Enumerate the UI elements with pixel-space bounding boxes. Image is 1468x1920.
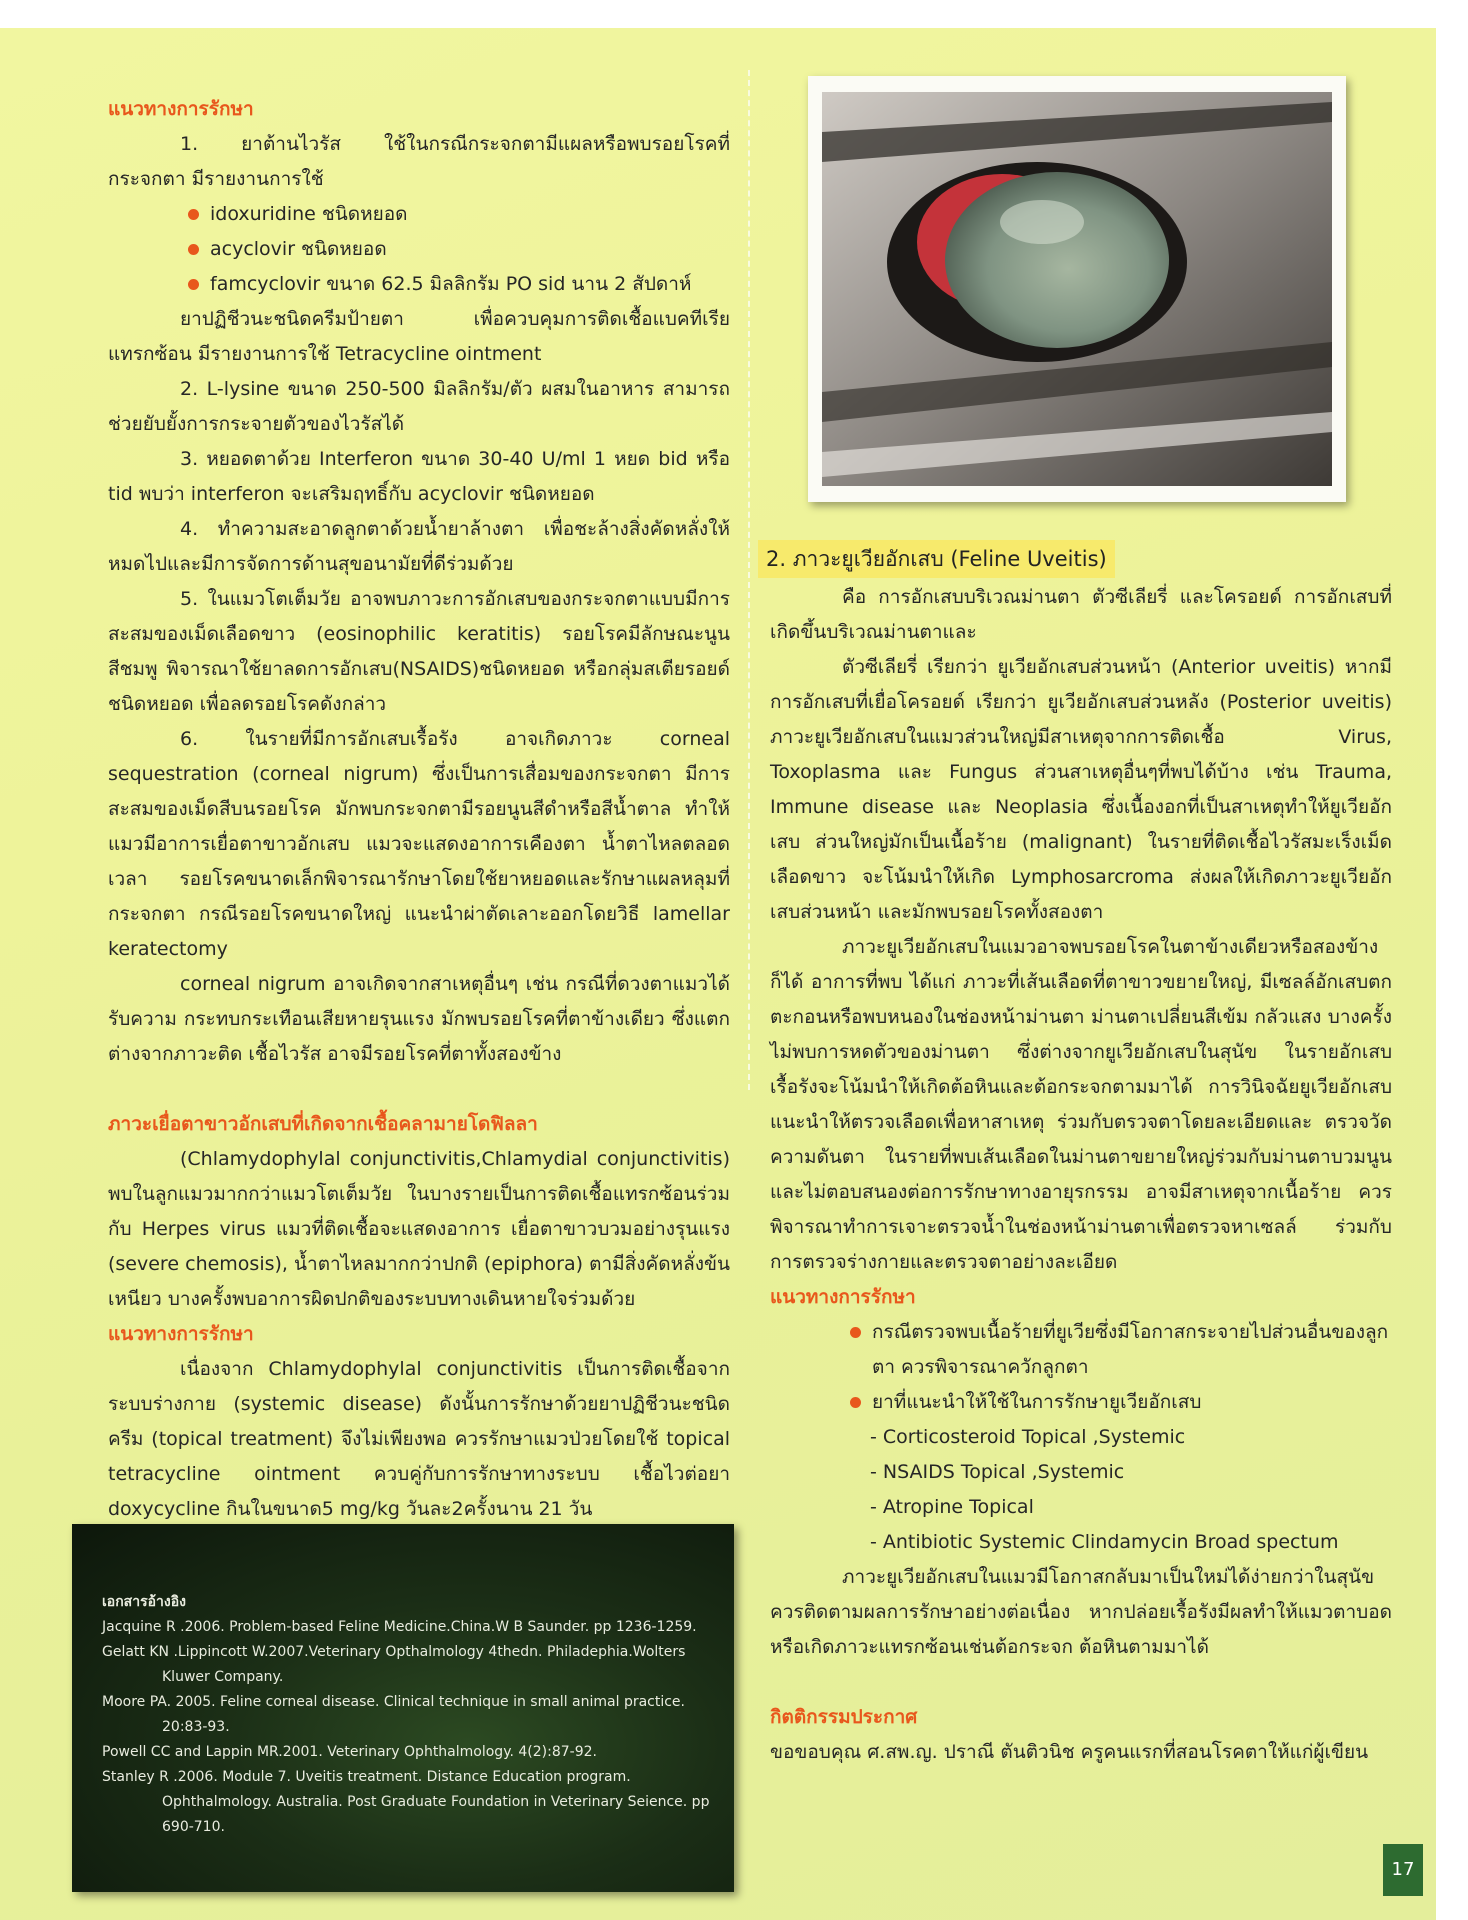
list-item: ยาที่แนะนำให้ใช้ในการรักษายูเวียอักเสบ (770, 1385, 1392, 1420)
paragraph-eosinophilic: 5. ในแมวโตเต็มวัย อาจพบภาวะการอักเสบของกระจกตาแบบมีการสะสมของเม็ดเลือดขาว (eosinophilic keratitis) รอยโรคมีลักษณะนูน สีชมพู พิจารณาใช้ยาลดการอักเสบ(NSAIDS)ชนิดหยอด หรือกลุ่มสเตียรอยด์ชนิดหยอด เพื่อลดรอยโรคดังกล่าว (108, 588, 730, 715)
spacer (770, 1665, 1392, 1700)
acknowledgement-heading: กิตติกรรมประกาศ (770, 1706, 918, 1728)
cat-eye-photo (808, 76, 1346, 502)
drug-item: - NSAIDS Topical ,Systemic (870, 1461, 1125, 1483)
column-divider (748, 70, 750, 1090)
list-item: acyclovir ชนิดหยอด (108, 232, 730, 267)
antiviral-list (108, 197, 730, 302)
references-title: เอกสารอ้างอิง (102, 1594, 186, 1610)
reference-item: Gelatt KN .Lippincott W.2007.Veterinary Opthalmology 4thedn. Philadephia.Wolters Kluwer Company. (102, 1644, 686, 1685)
chlamydia-heading: ภาวะเยื่อตาขาวอักเสบที่เกิดจากเชื้อคลามายโดฟิลลา (108, 1113, 538, 1135)
right-column (770, 580, 1392, 1770)
references-box (72, 1524, 734, 1892)
treatment-heading: แนวทางการรักษา (770, 1286, 916, 1308)
page-number: 17 (1383, 1844, 1423, 1896)
paragraph-uveitis-signs: ภาวะยูเวียอักเสบในแมวอาจพบรอยโรคในตาข้างเดียวหรือสองข้างก็ได้ อาการที่พบ ได้แก่ ภาวะที่เส้นเลือดที่ตาขาวขยายใหญ่, มีเซลล์อักเสบตกตะกอนหรือพบหนองในช่องหน้าม่านตา ม่านตาเปลี่ยนสีเข้ม กลัวแสง บางครั้งไม่พบการหดตัวของม่านตา ซึ่งต่างจากยูเวียอักเสบในสุนัข ในรายอักเสบเรื้อรังจะโน้มนำให้เกิดต้อหินและต้อกระจกตามมาได้ การวินิจฉัยยูเวียอักเสบ แนะนำให้ตรวจเลือดเพื่อหาสาเหตุ ร่วมกับตรวจตาโดยละเอียดและ ตรวจวัดความดันตา ในรายที่พบเส้นเลือดในม่านตาขยายใหญ่ร่วมกับม่านตาบวมนูน และไม่ตอบสนองต่อการรักษาทางอายุรกรรม อาจมีสาเหตุจากเนื้อร้าย ควรพิจารณาทำการเจาะตรวจน้ำในช่องหน้าม่านตาเพื่อตรวจหาเซลล์ ร่วมกับการตรวจร่างกายและตรวจตาอย่างละเอียด (770, 936, 1392, 1273)
paragraph-recurrence: ภาวะยูเวียอักเสบในแมวมีโอกาสกลับมาเป็นใหม่ได้ง่ายกว่าในสุนัข ควรติดตามผลการรักษาอย่างต่อเนื่อง หากปล่อยเรื้อรังมีผลทำให้แมวตาบอด หรือเกิดภาวะแทรกซ้อนเช่นต้อกระจก ต้อหินตามมาได้ (770, 1566, 1392, 1658)
paragraph-corneal-nigrum: corneal nigrum อาจเกิดจากสาเหตุอื่นๆ เช่น กรณีที่ดวงตาแมวได้รับความ กระทบกระเทือนเสียหายรุนแรง มักพบรอยโรคที่ตาข้างเดียว ซึ่งแตกต่างจากภาวะติด เชื้อไวรัส อาจมีรอยโรคที่ตาทั้งสองข้าง (108, 973, 730, 1065)
reference-item: Powell CC and Lappin MR.2001. Veterinary Ophthalmology. 4(2):87-92. (102, 1744, 597, 1760)
treatment-heading: แนวทางการรักษา (108, 1323, 254, 1345)
uveitis-treatment-list (770, 1315, 1392, 1420)
reference-item: Jacquine R .2006. Problem-based Feline Medicine.China.W B Saunder. pp 1236-1259. (102, 1619, 697, 1635)
list-item: กรณีตรวจพบเนื้อร้ายที่ยูเวียซึ่งมีโอกาสกระจายไปส่วนอื่นของลูกตา ควรพิจารณาควักลูกตา (770, 1315, 1392, 1385)
drug-item: - Corticosteroid Topical ,Systemic (870, 1426, 1186, 1448)
paragraph-uveitis-def: คือ การอักเสบบริเวณม่านตา ตัวซีเลียรี่ และโครอยด์ การอักเสบที่เกิดขึ้นบริเวณม่านตาและ (770, 586, 1392, 643)
left-column (108, 92, 730, 1527)
paragraph-antiviral: 1. ยาต้านไวรัส ใช้ในกรณีกระจกตามีแผลหรือพบรอยโรคที่กระจกตา มีรายงานการใช้ (108, 133, 730, 190)
paragraph-chlamydia: (Chlamydophylal conjunctivitis,Chlamydial conjunctivitis) พบในลูกแมวมากกว่าแมวโตเต็มวัย ในบางรายเป็นการติดเชื้อแทรกซ้อนร่วมกับ Herpes virus แมวที่ติดเชื้อจะแสดงอาการ เยื่อตาขาวบวมอย่างรุนแรง (severe chemosis), น้ำตาไหลมากกว่าปกติ (epiphora) ตามีสิ่งคัดหลั่งข้นเหนียว บางครั้งพบอาการผิดปกติของระบบทางเดินหายใจร่วมด้วย (108, 1148, 730, 1310)
cat-eye-image (822, 92, 1332, 486)
paragraph-uveitis-causes: ตัวซีเลียรี่ เรียกว่า ยูเวียอักเสบส่วนหน้า (Anterior uveitis) หากมีการอักเสบที่เยื่อโครอยด์ เรียกว่า ยูเวียอักเสบส่วนหลัง (Posterior uveitis) ภาวะยูเวียอักเสบในแมวส่วนใหญ่มีสาเหตุจากการติดเชื้อ Virus, Toxoplasma และ Fungus ส่วนสาเหตุอื่นๆที่พบได้บ้าง เช่น Trauma, Immune disease และ Neoplasia ซึ่งเนื้องอกที่เป็นสาเหตุทำให้ยูเวียอักเสบ ส่วนใหญ่มักเป็นเนื้อร้าย (malignant) ในรายที่ติดเชื้อไวรัสมะเร็งเม็ดเลือดขาว จะโน้มนำให้เกิด Lymphosarcroma ส่งผลให้เกิดภาวะยูเวียอักเสบส่วนหน้า และมักพบรอยโรคทั้งสองตา (770, 656, 1392, 923)
paragraph-chlamydia-treatment: เนื่องจาก Chlamydophylal conjunctivitis เป็นการติดเชื้อจากระบบร่างกาย (systemic disease) ดังนั้นการรักษาด้วยยาปฏิชีวนะชนิดครีม (topical treatment) จึงไม่เพียงพอ ควรรักษาแมวป่วยโดยใช้ topical tetracycline ointment ควบคู่กับการรักษาทางระบบ เชื้อไวต่อยา doxycycline กินในขนาด5 mg/kg วันละ2ครั้งนาน 21 วัน (108, 1358, 730, 1520)
paragraph-cleaning: 4. ทำความสะอาดลูกตาด้วยน้ำยาล้างตา เพื่อชะล้างสิ่งคัดหลั่งให้หมดไปและมีการจัดการด้านสุขอนามัยที่ดีร่วมด้วย (108, 518, 730, 575)
drug-item: - Atropine Topical (870, 1496, 1034, 1518)
drug-list (770, 1420, 1392, 1560)
drug-item: - Antibiotic Systemic Clindamycin Broad spectum (870, 1531, 1339, 1553)
acknowledgement-text: ขอขอบคุณ ศ.สพ.ญ. ปราณี ตันติวนิช ครูคนแรกที่สอนโรคตาให้แก่ผู้เขียน (770, 1741, 1369, 1763)
paragraph-interferon: 3. หยอดตาด้วย Interferon ขนาด 30-40 U/ml 1 หยด bid หรือ tid พบว่า interferon จะเสริมฤทธิ์กับ acyclovir ชนิดหยอด (108, 448, 730, 505)
section-title: 2. ภาวะยูเวียอักเสบ (Feline Uveitis) (758, 540, 1115, 578)
spacer (108, 1072, 730, 1107)
paragraph-antibiotic: ยาปฏิชีวนะชนิดครีมป้ายตา เพื่อควบคุมการติดเชื้อแบคทีเรียแทรกซ้อน มีรายงานการใช้ Tetracycline ointment (108, 308, 730, 365)
reference-item: Moore PA. 2005. Feline corneal disease. Clinical technique in small animal practice. 20:83-93. (102, 1694, 685, 1735)
list-item: famcyclovir ขนาด 62.5 มิลลิกรัม PO sid นาน 2 สัปดาห์ (108, 267, 730, 302)
paragraph-lysine: 2. L-lysine ขนาด 250-500 มิลลิกรัม/ตัว ผสมในอาหาร สามารถช่วยยับยั้งการกระจายตัวของไวรัสได้ (108, 378, 730, 435)
paragraph-sequestration: 6. ในรายที่มีการอักเสบเรื้อรัง อาจเกิดภาวะ corneal sequestration (corneal nigrum) ซึ่งเป็นการเสื่อมของกระจกตา มีการสะสมของเม็ดสีบนรอยโรค มักพบกระจกตามีรอยนูนสีดำหรือสีน้ำตาล ทำให้แมวมีอาการเยื่อตาขาวอักเสบ แมวจะแสดงอาการเคืองตา น้ำตาไหลตลอดเวลา รอยโรคขนาดเล็กพิจารณารักษาโดยใช้ยาหยอดและรักษาแผลหลุมที่กระจกตา กรณีรอยโรคขนาดใหญ่ แนะนำผ่าตัดเลาะออกโดยวิธี lamellar keratectomy (108, 728, 730, 960)
list-item: idoxuridine ชนิดหยอด (108, 197, 730, 232)
reference-item: Stanley R .2006. Module 7. Uveitis treatment. Distance Education program. Ophthalmology. Australia. Post Graduate Foundation in Veterinary Seience. pp 690-710. (102, 1769, 710, 1835)
treatment-heading: แนวทางการรักษา (108, 98, 254, 120)
